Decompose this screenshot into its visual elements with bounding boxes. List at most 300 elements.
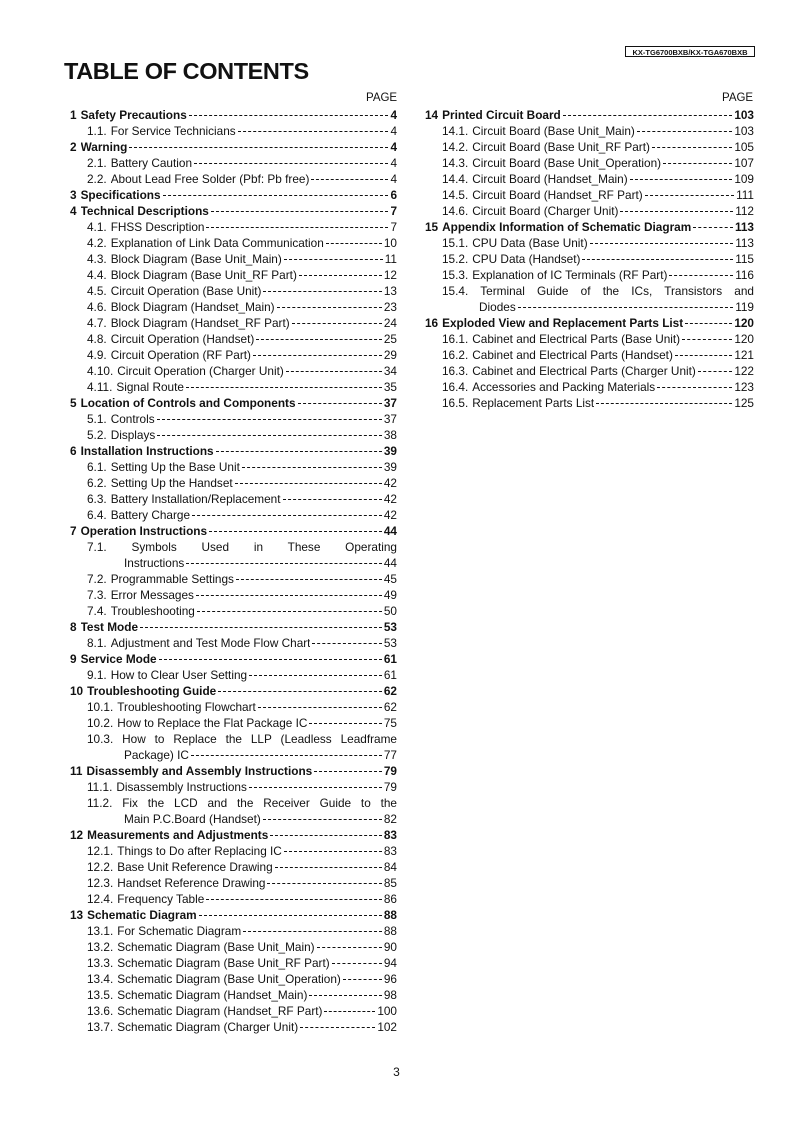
toc-dot-leader (284, 851, 382, 852)
toc-entry-text: Battery Charge (110, 508, 191, 522)
toc-entry-number: 10 (70, 684, 84, 698)
toc-entry-text: Handset Reference Drawing (117, 876, 266, 890)
toc-entry-row (70, 475, 397, 491)
toc-subsection-entry[interactable] (70, 475, 397, 491)
toc-entry-row (70, 123, 397, 139)
toc-subsection-entry[interactable] (70, 123, 397, 139)
toc-dot-leader (194, 163, 388, 164)
toc-subsection-entry[interactable] (70, 491, 397, 507)
toc-subsection-entry[interactable] (70, 603, 397, 619)
toc-entry-text: Adjustment and Test Mode Flow Chart (110, 636, 311, 650)
toc-entry-row (70, 699, 397, 715)
toc-entry-number: 7.2. (87, 572, 107, 586)
toc-entry-row (425, 299, 754, 315)
toc-subsection-entry[interactable] (70, 331, 397, 347)
toc-subsection-entry[interactable] (70, 363, 397, 379)
toc-entry-row (70, 667, 397, 683)
toc-subsection-entry[interactable] (70, 219, 397, 235)
toc-entry-number: 14.3. (442, 156, 469, 170)
toc-dot-leader (191, 755, 382, 756)
toc-entry-number: 4 (70, 204, 77, 218)
toc-entry-lead-line (70, 795, 397, 811)
toc-entry-page: 13 (383, 284, 397, 298)
toc-entry-number: 12.4. (87, 892, 114, 906)
toc-section-entry[interactable] (70, 187, 397, 203)
toc-entry-row (70, 251, 397, 267)
toc-dot-leader (317, 947, 382, 948)
toc-section-entry[interactable] (70, 763, 397, 779)
toc-dot-leader (582, 259, 733, 260)
toc-entry-row (425, 203, 754, 219)
toc-entry-number: 13.4. (87, 972, 114, 986)
toc-entry-number: 4.4. (87, 268, 107, 282)
toc-subsection-entry[interactable] (70, 427, 397, 443)
toc-subsection-entry[interactable] (425, 123, 754, 139)
toc-entry-text: How to Replace the Flat Package IC (117, 716, 308, 730)
toc-section-entry[interactable] (70, 107, 397, 123)
toc-subsection-entry[interactable] (425, 379, 754, 395)
toc-entry-page: 82 (383, 812, 397, 826)
toc-entry-text: Circuit Operation (Charger Unit) (117, 364, 284, 378)
toc-entry-number: 11.2. (87, 796, 113, 810)
toc-entry-number: 4.11. (87, 380, 113, 394)
toc-section-entry[interactable] (70, 443, 397, 459)
toc-entry-number: 13.2. (87, 940, 114, 954)
toc-subsection-entry[interactable] (70, 315, 397, 331)
toc-entry-text: Disassembly Instructions (116, 780, 247, 794)
toc-entry-page: 37 (383, 396, 397, 410)
toc-entry-page: 35 (383, 380, 397, 394)
toc-subsection-entry[interactable] (70, 731, 397, 763)
toc-entry-row (70, 603, 397, 619)
toc-entry-text: Error Messages (110, 588, 194, 602)
toc-dot-leader (206, 899, 382, 900)
toc-dot-leader (270, 835, 382, 836)
toc-entry-number: 8.1. (87, 636, 107, 650)
toc-entry-number: 6.4. (87, 508, 107, 522)
toc-dot-leader (685, 323, 732, 324)
toc-entry-row (70, 875, 397, 891)
toc-subsection-entry[interactable] (425, 363, 754, 379)
toc-entry-lead-text: Terminal Guide of the ICs, Transistors and (480, 284, 754, 298)
toc-subsection-entry[interactable] (70, 1019, 397, 1035)
toc-entry-text: Main P.C.Board (Handset) (124, 812, 261, 826)
toc-dot-leader (620, 211, 733, 212)
toc-entry-page: 7 (390, 220, 397, 234)
toc-entry-row (425, 379, 754, 395)
toc-entry-page: 88 (383, 924, 397, 938)
toc-entry-row (70, 635, 397, 651)
toc-dot-leader (249, 675, 382, 676)
toc-entry-page: 90 (383, 940, 397, 954)
toc-section-entry[interactable] (70, 651, 397, 667)
toc-entry-text: Instructions (124, 556, 185, 570)
toc-entry-page: 4 (390, 156, 397, 170)
toc-dot-leader (283, 499, 382, 500)
page-column-label-left: PAGE (366, 92, 398, 104)
toc-section-entry[interactable] (70, 203, 397, 219)
toc-entry-page: 12 (383, 268, 397, 282)
toc-entry-page: 103 (734, 108, 754, 122)
toc-entry-text: Printed Circuit Board (442, 108, 561, 122)
toc-entry-page: 4 (390, 140, 397, 154)
toc-entry-number: 15.1. (442, 236, 469, 250)
toc-subsection-entry[interactable] (70, 267, 397, 283)
toc-subsection-entry[interactable] (425, 251, 754, 267)
toc-entry-text: Block Diagram (Base Unit_Main) (110, 252, 282, 266)
toc-dot-leader (300, 1027, 375, 1028)
toc-entry-text: Circuit Operation (RF Part) (110, 348, 251, 362)
toc-entry-text: Base Unit Reference Drawing (117, 860, 273, 874)
toc-entry-number: 11.1. (87, 780, 113, 794)
toc-entry-text: Schematic Diagram (Handset_RF Part) (117, 1004, 323, 1018)
toc-dot-leader (630, 179, 733, 180)
toc-subsection-entry[interactable] (70, 171, 397, 187)
toc-entry-number: 2.2. (87, 172, 107, 186)
toc-subsection-entry[interactable] (425, 331, 754, 347)
toc-subsection-entry[interactable] (70, 923, 397, 939)
toc-subsection-entry[interactable] (425, 347, 754, 363)
toc-entry-row (70, 459, 397, 475)
toc-entry-number: 6.1. (87, 460, 107, 474)
toc-entry-text: Setting Up the Base Unit (110, 460, 240, 474)
toc-section-entry[interactable] (70, 395, 397, 411)
toc-entry-page: 61 (383, 652, 397, 666)
toc-entry-row (70, 859, 397, 875)
toc-entry-number: 12 (70, 828, 84, 842)
toc-entry-page: 4 (390, 124, 397, 138)
toc-entry-text: Circuit Operation (Base Unit) (110, 284, 262, 298)
toc-entry-number: 16 (425, 316, 439, 330)
toc-subsection-entry[interactable] (425, 395, 754, 411)
toc-entry-page: 39 (383, 444, 397, 458)
toc-entry-row (425, 347, 754, 363)
toc-dot-leader (206, 227, 388, 228)
toc-entry-number: 12.2. (87, 860, 114, 874)
toc-entry-row (70, 347, 397, 363)
toc-entry-row (425, 107, 754, 123)
toc-entry-text: For Service Technicians (110, 124, 236, 138)
toc-entry-row (425, 251, 754, 267)
toc-dot-leader (258, 707, 382, 708)
toc-entry-row (70, 955, 397, 971)
toc-entry-lead-line (70, 539, 397, 555)
toc-entry-row (70, 299, 397, 315)
toc-subsection-entry[interactable] (70, 299, 397, 315)
toc-subsection-entry[interactable] (70, 251, 397, 267)
toc-dot-leader (596, 403, 732, 404)
toc-dot-leader (518, 307, 733, 308)
toc-entry-row (70, 971, 397, 987)
toc-dot-leader (675, 355, 732, 356)
toc-entry-text: Exploded View and Replacement Parts List (442, 316, 684, 330)
toc-entry-page: 107 (734, 156, 754, 170)
toc-dot-leader (267, 883, 381, 884)
toc-section-entry[interactable] (425, 107, 754, 123)
toc-section-entry[interactable] (70, 827, 397, 843)
toc-entry-text: Warning (80, 140, 128, 154)
toc-entry-text: Specifications (80, 188, 161, 202)
toc-section-entry[interactable] (70, 619, 397, 635)
toc-entry-text: Block Diagram (Base Unit_RF Part) (110, 268, 297, 282)
toc-entry-page: 44 (383, 556, 397, 570)
toc-entry-row (70, 411, 397, 427)
toc-entry-page: 88 (383, 908, 397, 922)
toc-entry-row (70, 219, 397, 235)
toc-entry-row (70, 923, 397, 939)
toc-entry-text: CPU Data (Handset) (472, 252, 581, 266)
toc-entry-number: 8 (70, 620, 77, 634)
toc-subsection-entry[interactable] (70, 891, 397, 907)
toc-subsection-entry[interactable] (70, 587, 397, 603)
toc-dot-leader (284, 259, 383, 260)
toc-entry-number: 10.2. (87, 716, 114, 730)
toc-dot-leader (309, 995, 381, 996)
toc-subsection-entry[interactable] (70, 635, 397, 651)
toc-left-column (70, 107, 397, 1035)
toc-entry-row (70, 395, 397, 411)
toc-entry-text: Troubleshooting Flowchart (117, 700, 256, 714)
toc-entry-text: Troubleshooting Guide (87, 684, 217, 698)
toc-entry-page: 113 (734, 220, 754, 234)
toc-entry-page: 37 (383, 412, 397, 426)
toc-entry-number: 7.3. (87, 588, 107, 602)
toc-subsection-entry[interactable] (70, 971, 397, 987)
toc-dot-leader (693, 227, 733, 228)
toc-entry-row (425, 123, 754, 139)
toc-section-entry[interactable] (70, 523, 397, 539)
toc-subsection-entry[interactable] (70, 843, 397, 859)
toc-entry-page: 34 (383, 364, 397, 378)
toc-subsection-entry[interactable] (70, 779, 397, 795)
toc-dot-leader (645, 195, 734, 196)
toc-entry-page: 53 (383, 620, 397, 634)
toc-subsection-entry[interactable] (425, 235, 754, 251)
toc-dot-leader (343, 979, 382, 980)
toc-dot-leader (286, 371, 382, 372)
toc-dot-leader (698, 371, 732, 372)
toc-subsection-entry[interactable] (70, 939, 397, 955)
toc-entry-row (70, 987, 397, 1003)
toc-entry-number: 12.3. (87, 876, 114, 890)
toc-subsection-entry[interactable] (70, 459, 397, 475)
toc-entry-row (70, 939, 397, 955)
toc-entry-number: 4.3. (87, 252, 107, 266)
toc-section-entry[interactable] (425, 315, 754, 331)
toc-entry-page: 38 (383, 428, 397, 442)
toc-entry-text: Test Mode (80, 620, 139, 634)
toc-subsection-entry[interactable] (70, 715, 397, 731)
toc-entry-page: 85 (383, 876, 397, 890)
toc-dot-leader (312, 643, 381, 644)
toc-entry-row (425, 363, 754, 379)
toc-dot-leader (157, 435, 382, 436)
toc-entry-text: Technical Descriptions (80, 204, 209, 218)
toc-entry-number: 14.5. (442, 188, 469, 202)
toc-entry-row (70, 107, 397, 123)
toc-subsection-entry[interactable] (425, 283, 754, 315)
toc-entry-page: 96 (383, 972, 397, 986)
toc-dot-leader (299, 275, 382, 276)
toc-entry-lead-text: Fix the LCD and the Receiver Guide to the (122, 796, 397, 810)
toc-entry-page: 77 (383, 748, 397, 762)
toc-entry-text: Measurements and Adjustments (87, 828, 269, 842)
toc-entry-text: CPU Data (Base Unit) (472, 236, 588, 250)
toc-entry-page: 120 (734, 316, 754, 330)
toc-entry-number: 14 (425, 108, 439, 122)
toc-entry-page: 125 (734, 396, 754, 410)
toc-entry-page: 4 (390, 108, 397, 122)
toc-subsection-entry[interactable] (70, 795, 397, 827)
toc-entry-number: 6 (70, 444, 77, 458)
toc-dot-leader (192, 515, 382, 516)
toc-entry-page: 98 (383, 988, 397, 1002)
toc-section-entry[interactable] (70, 683, 397, 699)
toc-entry-row (70, 571, 397, 587)
toc-dot-leader (186, 387, 382, 388)
toc-entry-row (70, 651, 397, 667)
toc-dot-leader (140, 627, 382, 628)
toc-entry-page: 62 (383, 684, 397, 698)
toc-entry-row (425, 395, 754, 411)
toc-dot-leader (263, 291, 381, 292)
toc-entry-number: 10.1. (87, 700, 114, 714)
toc-dot-leader (218, 691, 382, 692)
toc-entry-page: 6 (390, 188, 397, 202)
toc-subsection-entry[interactable] (70, 571, 397, 587)
toc-entry-text: Safety Precautions (80, 108, 187, 122)
toc-entry-text: Schematic Diagram (Charger Unit) (117, 1020, 299, 1034)
toc-dot-leader (652, 147, 732, 148)
toc-subsection-entry[interactable] (70, 539, 397, 571)
toc-entry-row (425, 235, 754, 251)
toc-entry-text: Displays (110, 428, 156, 442)
toc-subsection-entry[interactable] (70, 411, 397, 427)
toc-subsection-entry[interactable] (70, 859, 397, 875)
toc-entry-text: Block Diagram (Handset_RF Part) (110, 316, 290, 330)
toc-subsection-entry[interactable] (70, 155, 397, 171)
toc-entry-text: Cabinet and Electrical Parts (Base Unit) (472, 332, 681, 346)
toc-subsection-entry[interactable] (70, 667, 397, 683)
toc-dot-leader (159, 659, 382, 660)
toc-entry-page: 112 (735, 204, 754, 218)
toc-subsection-entry[interactable] (70, 955, 397, 971)
toc-entry-text: Circuit Operation (Handset) (110, 332, 255, 346)
toc-subsection-entry[interactable] (70, 379, 397, 395)
toc-dot-leader (563, 115, 733, 116)
toc-subsection-entry[interactable] (70, 699, 397, 715)
toc-subsection-entry[interactable] (425, 187, 754, 203)
toc-entry-row (70, 235, 397, 251)
toc-entry-row (70, 907, 397, 923)
toc-entry-text: Programmable Settings (110, 572, 234, 586)
toc-entry-number: 5.1. (87, 412, 107, 426)
toc-entry-row (70, 715, 397, 731)
toc-entry-number: 14.2. (442, 140, 469, 154)
toc-entry-number: 15.4. (442, 284, 469, 298)
toc-entry-page: 11 (384, 252, 397, 266)
toc-entry-number: 13.5. (87, 988, 114, 1002)
toc-section-entry[interactable] (70, 139, 397, 155)
toc-entry-row (70, 283, 397, 299)
toc-entry-row (70, 203, 397, 219)
toc-entry-row (70, 811, 397, 827)
toc-entry-page: 123 (734, 380, 754, 394)
toc-dot-leader (199, 915, 382, 916)
toc-dot-leader (209, 531, 382, 532)
toc-subsection-entry[interactable] (70, 875, 397, 891)
toc-section-entry[interactable] (70, 907, 397, 923)
toc-entry-text: Schematic Diagram (Base Unit_Main) (117, 940, 315, 954)
toc-dot-leader (157, 419, 382, 420)
toc-entry-number: 4.10. (87, 364, 114, 378)
toc-subsection-entry[interactable] (425, 203, 754, 219)
toc-entry-row (70, 1019, 397, 1035)
toc-entry-row (70, 619, 397, 635)
toc-entry-text: Service Mode (80, 652, 157, 666)
toc-subsection-entry[interactable] (425, 267, 754, 283)
toc-entry-page: 79 (383, 764, 397, 778)
toc-entry-row (70, 315, 397, 331)
toc-dot-leader (657, 387, 732, 388)
toc-entry-row (425, 171, 754, 187)
toc-entry-row (70, 587, 397, 603)
toc-section-entry[interactable] (425, 219, 754, 235)
toc-subsection-entry[interactable] (70, 283, 397, 299)
toc-entry-text: How to Clear User Setting (110, 668, 248, 682)
toc-dot-leader (309, 723, 381, 724)
toc-dot-leader (590, 243, 734, 244)
toc-entry-page: 75 (383, 716, 397, 730)
toc-dot-leader (263, 819, 382, 820)
toc-entry-text: Accessories and Packing Materials (472, 380, 656, 394)
toc-dot-leader (163, 195, 389, 196)
toc-entry-row (70, 891, 397, 907)
toc-entry-row (70, 747, 397, 763)
toc-entry-page: 120 (734, 332, 754, 346)
toc-entry-number: 4.9. (87, 348, 107, 362)
toc-dot-leader (211, 211, 389, 212)
toc-subsection-entry[interactable] (70, 507, 397, 523)
toc-entry-page: 50 (383, 604, 397, 618)
toc-entry-number: 2.1. (87, 156, 107, 170)
toc-dot-leader (236, 579, 382, 580)
toc-entry-text: Circuit Board (Base Unit_Main) (472, 124, 635, 138)
toc-entry-text: FHSS Description (110, 220, 205, 234)
toc-subsection-entry[interactable] (70, 347, 397, 363)
toc-entry-text: Replacement Parts List (472, 396, 595, 410)
toc-subsection-entry[interactable] (425, 171, 754, 187)
page-title: TABLE OF CONTENTS (64, 58, 309, 84)
toc-entry-number: 16.5. (442, 396, 469, 410)
toc-entry-text: Block Diagram (Handset_Main) (110, 300, 275, 314)
toc-subsection-entry[interactable] (70, 235, 397, 251)
toc-entry-text: Location of Controls and Components (80, 396, 296, 410)
toc-entry-page: 113 (735, 236, 754, 250)
toc-dot-leader (238, 131, 389, 132)
toc-subsection-entry[interactable] (70, 987, 397, 1003)
toc-subsection-entry[interactable] (70, 1003, 397, 1019)
toc-entry-number: 3 (70, 188, 77, 202)
toc-entry-text: Package) IC (124, 748, 189, 762)
toc-entry-number: 16.1. (442, 332, 469, 346)
toc-dot-leader (275, 867, 382, 868)
toc-entry-row (425, 187, 754, 203)
toc-subsection-entry[interactable] (425, 155, 754, 171)
toc-entry-page: 122 (734, 364, 754, 378)
toc-subsection-entry[interactable] (425, 139, 754, 155)
toc-entry-number: 1 (70, 108, 77, 122)
